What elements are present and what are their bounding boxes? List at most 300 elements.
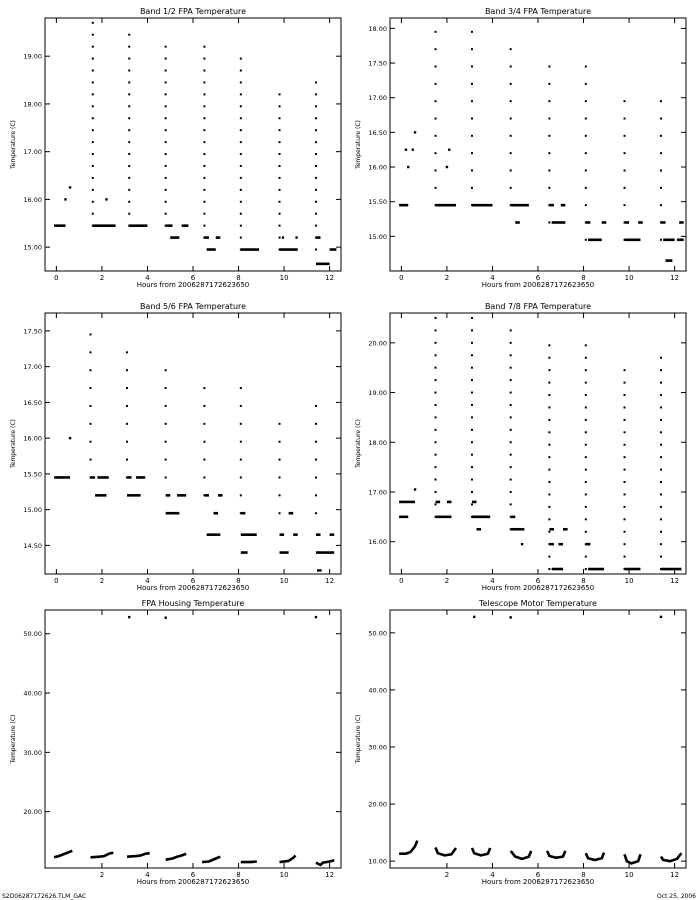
data-point [126,405,128,407]
data-point [240,405,242,407]
data-point [128,165,130,167]
data-point [92,201,94,203]
data-point [126,369,128,371]
data-point [203,153,205,155]
data-point [624,493,626,495]
data-point [548,406,550,408]
data-point [624,152,626,154]
data-point [624,531,626,533]
data-point [548,135,550,137]
data-point [92,58,94,60]
data-point [624,431,626,433]
data-point [585,204,587,206]
data-point [90,441,92,443]
data-point [128,34,130,36]
chart-title: Band 1/2 FPA Temperature [139,7,247,16]
chart-title: FPA Housing Temperature [141,599,245,608]
x-tick-label: 10 [624,871,634,879]
data-point [279,225,281,227]
data-point [435,187,437,189]
data-point [624,382,626,384]
x-tick-label: 12 [325,274,335,282]
chart-panel [355,7,686,289]
chart-title: Band 3/4 FPA Temperature [484,7,592,16]
data-point [165,459,167,461]
data-point [548,169,550,171]
data-point [165,165,167,167]
data-point [315,165,317,167]
data-point [510,479,512,481]
data-point [90,423,92,425]
data-point [240,213,242,215]
data-point [624,543,626,545]
data-point [92,117,94,119]
data-point [660,369,662,371]
data-point [92,213,94,215]
data-point [660,518,662,520]
x-tick-label: 2 [99,871,105,879]
y-tick-label: 17.00 [23,363,42,372]
x-tick-label: 10 [624,577,634,585]
data-point [548,152,550,154]
data-point [240,237,242,239]
x-tick-label: 12 [325,871,335,879]
data-point [128,46,130,48]
data-point [471,354,473,356]
data-point [315,81,317,83]
data-point [471,392,473,394]
data-point [585,481,587,483]
data-point [240,177,242,179]
data-point [585,419,587,421]
data-point [92,34,94,36]
data-point [448,148,450,150]
y-tick-label: 50.00 [368,629,387,638]
data-curve [661,853,681,861]
data-point [548,66,550,68]
data-point [471,187,473,189]
data-point [446,166,448,168]
x-tick-label: 2 [444,577,450,585]
data-point [510,354,512,356]
plot-frame [390,313,686,574]
y-axis-label: Temperature (C) [10,419,17,468]
data-point [660,543,662,545]
data-point [128,213,130,215]
y-tick-label: 17.50 [368,59,387,68]
data-point [405,148,407,150]
data-point [315,201,317,203]
data-point [240,225,242,227]
data-point [126,387,128,389]
data-point [548,394,550,396]
data-point [585,493,587,495]
data-point [128,153,130,155]
x-tick-label: 8 [581,577,586,585]
data-point [585,469,587,471]
data-point [435,31,437,33]
data-curve [91,853,114,858]
data-curve [547,851,565,858]
data-point [548,221,550,223]
data-point [315,129,317,131]
data-point [203,117,205,119]
data-point [90,333,92,335]
x-axis-label: Hours from 2006287172623650 [481,584,595,592]
y-tick-label: 17.00 [23,148,42,157]
y-tick-label: 17.00 [368,488,387,497]
data-point [240,153,242,155]
plot-frame [45,610,341,868]
data-point [128,58,130,60]
data-point [165,405,167,407]
chart-panel [10,7,341,289]
data-point [521,543,523,545]
data-point [471,100,473,102]
data-point [471,379,473,381]
chart-panel [10,599,341,886]
data-point [585,394,587,396]
data-point [128,93,130,95]
data-point [315,177,317,179]
data-point [585,556,587,558]
data-point [315,249,317,251]
data-point [203,177,205,179]
data-point [510,466,512,468]
data-point [128,81,130,83]
data-point [548,493,550,495]
data-point [165,387,167,389]
data-point [315,494,317,496]
data-point [510,118,512,120]
data-point [165,117,167,119]
data-point [624,419,626,421]
x-tick-label: 0 [54,577,59,585]
data-point [510,491,512,493]
chart-title: Band 5/6 FPA Temperature [139,302,247,311]
data-point [660,456,662,458]
data-point [471,66,473,68]
data-point [240,70,242,72]
data-point [435,479,437,481]
y-axis-label: Temperature (C) [355,120,362,169]
x-tick-label: 6 [190,577,196,585]
data-point [128,201,130,203]
y-tick-label: 16.50 [23,398,42,407]
data-point [128,141,130,143]
data-point [585,456,587,458]
data-point [315,476,317,478]
data-point [279,93,281,95]
chart-panel [355,302,686,592]
data-point [510,379,512,381]
data-point [69,186,71,188]
data-point [128,616,130,618]
y-tick-label: 16.00 [368,163,387,172]
data-point [471,466,473,468]
data-curve [399,841,417,854]
x-axis-label: Hours from 2006287172623650 [481,281,595,289]
data-point [435,48,437,50]
data-point [471,48,473,50]
data-point [624,369,626,371]
data-point [315,512,317,514]
data-point [203,213,205,215]
data-point [585,135,587,137]
data-point [624,481,626,483]
data-point [165,105,167,107]
data-point [471,479,473,481]
data-point [624,187,626,189]
y-tick-label: 10.00 [368,857,387,866]
data-point [548,83,550,85]
data-point [279,237,281,239]
data-point [435,416,437,418]
x-tick-label: 10 [279,577,289,585]
data-point [548,556,550,558]
data-point [510,152,512,154]
data-point [128,129,130,131]
data-point [315,225,317,227]
data-point [203,189,205,191]
data-point [471,441,473,443]
y-tick-label: 19.00 [23,52,42,61]
data-point [90,387,92,389]
data-point [510,100,512,102]
x-tick-label: 6 [190,871,196,879]
data-point [624,169,626,171]
y-tick-label: 16.00 [368,538,387,547]
data-point [585,187,587,189]
data-point [548,444,550,446]
y-tick-label: 14.50 [23,541,42,550]
data-point [471,317,473,319]
data-point [315,153,317,155]
data-point [585,382,587,384]
data-point [660,531,662,533]
data-point [165,441,167,443]
data-point [203,81,205,83]
y-tick-label: 40.00 [23,689,42,698]
data-point [624,506,626,508]
data-point [203,405,205,407]
x-tick-label: 6 [535,274,541,282]
data-point [660,556,662,558]
data-point [240,423,242,425]
x-tick-label: 8 [236,577,241,585]
data-point [473,616,475,618]
data-point [279,476,281,478]
data-point [315,459,317,461]
x-tick-label: 2 [444,274,450,282]
data-point [315,141,317,143]
data-point [471,503,473,505]
data-point [510,429,512,431]
data-point [92,81,94,83]
data-point [510,187,512,189]
data-curve [586,853,604,860]
data-point [414,488,416,490]
data-point [435,100,437,102]
data-point [92,46,94,48]
data-point [510,169,512,171]
data-point [585,66,587,68]
x-axis-label: Hours from 2006287172623650 [136,281,250,289]
chart-panel [10,302,341,592]
data-point [165,81,167,83]
data-point [92,165,94,167]
data-point [471,491,473,493]
y-tick-label: 15.00 [368,232,387,241]
data-point [510,416,512,418]
data-point [203,129,205,131]
data-point [279,512,281,514]
data-point [435,118,437,120]
data-point [510,404,512,406]
data-point [126,459,128,461]
data-point [548,568,550,570]
data-point [240,476,242,478]
data-point [510,454,512,456]
data-point [64,198,66,200]
data-point [624,456,626,458]
data-point [585,506,587,508]
data-point [92,141,94,143]
y-tick-label: 40.00 [368,686,387,695]
data-point [315,423,317,425]
y-tick-label: 20.00 [368,339,387,348]
data-point [317,569,319,571]
data-point [471,454,473,456]
data-point [471,118,473,120]
data-point [240,459,242,461]
data-point [240,494,242,496]
data-point [660,118,662,120]
data-point [203,165,205,167]
data-point [92,189,94,191]
data-point [92,177,94,179]
data-point [126,351,128,353]
data-point [315,189,317,191]
data-point [203,225,205,227]
x-tick-label: 8 [236,274,241,282]
data-point [660,444,662,446]
data-point [471,404,473,406]
data-point [471,135,473,137]
data-point [660,469,662,471]
data-point [240,189,242,191]
y-tick-label: 18.00 [368,24,387,33]
x-tick-label: 4 [490,871,495,879]
data-point [660,135,662,137]
data-point [203,46,205,48]
data-point [548,357,550,359]
x-tick-label: 12 [670,577,680,585]
y-tick-label: 18.00 [23,100,42,109]
data-point [435,329,437,331]
data-point [548,187,550,189]
data-point [510,392,512,394]
data-point [203,93,205,95]
data-point [585,118,587,120]
data-point [128,189,130,191]
data-point [660,152,662,154]
data-point [92,153,94,155]
x-tick-label: 10 [279,871,289,879]
data-point [548,506,550,508]
data-curve [625,854,641,863]
data-point [660,357,662,359]
data-point [414,131,416,133]
y-tick-label: 16.00 [23,195,42,204]
data-point [69,437,71,439]
data-point [624,444,626,446]
data-point [279,213,281,215]
data-point [240,165,242,167]
data-point [509,616,511,618]
y-axis-label: Temperature (C) [10,714,17,764]
data-point [548,419,550,421]
data-point [279,141,281,143]
data-point [435,66,437,68]
data-point [240,105,242,107]
data-point [165,46,167,48]
plot-frame [45,18,341,271]
x-tick-label: 8 [236,871,241,879]
y-tick-label: 20.00 [368,800,387,809]
data-point [165,189,167,191]
data-point [435,379,437,381]
data-point [585,152,587,154]
data-point [585,431,587,433]
data-point [510,83,512,85]
data-point [585,100,587,102]
data-point [203,476,205,478]
data-point [510,503,512,505]
data-point [435,152,437,154]
chart-panel [355,599,686,886]
data-point [435,342,437,344]
data-point [90,351,92,353]
data-point [279,189,281,191]
data-point [165,369,167,371]
x-tick-label: 0 [399,577,404,585]
data-curve [54,851,72,858]
data-point [203,423,205,425]
x-tick-label: 2 [99,274,105,282]
chart-title: Telescope Motor Temperature [479,599,597,608]
data-point [165,476,167,478]
data-point [435,317,437,319]
data-point [585,239,587,241]
y-tick-label: 16.00 [23,434,42,443]
data-point [510,48,512,50]
data-point [510,135,512,137]
data-point [165,213,167,215]
data-curve [511,851,532,859]
y-tick-label: 50.00 [23,630,42,639]
data-point [315,213,317,215]
data-point [128,177,130,179]
data-point [128,105,130,107]
data-point [624,204,626,206]
x-tick-label: 0 [399,274,404,282]
data-point [510,66,512,68]
data-point [548,369,550,371]
data-point [585,444,587,446]
data-point [548,481,550,483]
data-curve [202,857,220,862]
